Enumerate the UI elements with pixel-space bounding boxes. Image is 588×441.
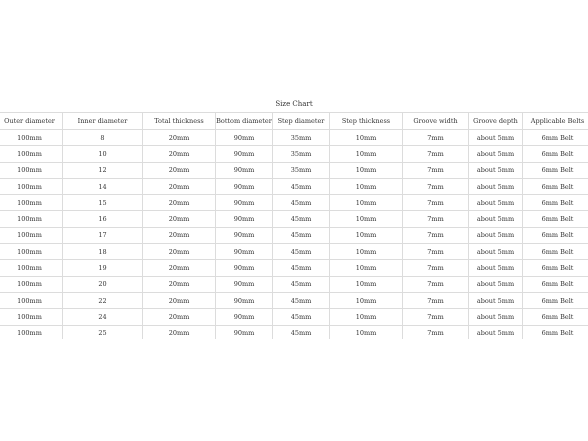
table-cell: 7mm	[403, 292, 469, 308]
table-cell: about 5mm	[469, 195, 523, 211]
table-row	[0, 162, 588, 178]
table-cell: 90mm	[216, 309, 273, 325]
table-cell: 20mm	[143, 325, 216, 339]
table-cell: 10mm	[330, 130, 403, 146]
table-cell: 100mm	[0, 292, 63, 308]
table-cell: 90mm	[216, 162, 273, 178]
table-cell: 100mm	[0, 309, 63, 325]
column-header: Inner diameter	[63, 113, 143, 130]
table-row	[0, 292, 588, 308]
table-cell: 45mm	[273, 325, 330, 339]
table-cell: 20mm	[143, 211, 216, 227]
column-header: Step thickness	[330, 113, 403, 130]
table-cell: 10mm	[330, 178, 403, 194]
table-cell: 90mm	[216, 130, 273, 146]
table-cell: 100mm	[0, 130, 63, 146]
table-row	[0, 244, 588, 260]
table-cell: 10mm	[330, 309, 403, 325]
table-cell: 90mm	[216, 325, 273, 339]
table-body	[0, 130, 588, 340]
table-cell: 100mm	[0, 244, 63, 260]
table-row	[0, 211, 588, 227]
table-cell: 12	[63, 162, 143, 178]
table-cell: about 5mm	[469, 178, 523, 194]
table-cell: 45mm	[273, 178, 330, 194]
table-cell: 20mm	[143, 244, 216, 260]
table-cell: about 5mm	[469, 227, 523, 243]
table-cell: 24	[63, 309, 143, 325]
table-cell: about 5mm	[469, 260, 523, 276]
table-cell: 10mm	[330, 195, 403, 211]
table-cell: 7mm	[403, 146, 469, 162]
column-header: Total thickness	[143, 113, 216, 130]
column-header: Groove width	[403, 113, 469, 130]
table-cell: 20mm	[143, 260, 216, 276]
table-cell: 45mm	[273, 309, 330, 325]
table-cell: 100mm	[0, 162, 63, 178]
table-cell: 45mm	[273, 211, 330, 227]
table-row	[0, 130, 588, 146]
table-cell: 100mm	[0, 178, 63, 194]
table-row	[0, 227, 588, 243]
table-cell: 6mm Belt	[523, 146, 588, 162]
table-cell: 45mm	[273, 276, 330, 292]
table-cell: 8	[63, 130, 143, 146]
table-cell: 6mm Belt	[523, 195, 588, 211]
table-cell: 17	[63, 227, 143, 243]
table-row	[0, 309, 588, 325]
table-cell: about 5mm	[469, 244, 523, 260]
table-cell: 20	[63, 276, 143, 292]
size-chart-table	[0, 112, 588, 339]
table-cell: 7mm	[403, 130, 469, 146]
table-cell: 6mm Belt	[523, 260, 588, 276]
table-header-row	[0, 113, 588, 130]
table-cell: 20mm	[143, 130, 216, 146]
table-cell: 100mm	[0, 260, 63, 276]
table-cell: 90mm	[216, 211, 273, 227]
table-cell: 7mm	[403, 309, 469, 325]
table-cell: 20mm	[143, 309, 216, 325]
table-cell: 14	[63, 178, 143, 194]
table-cell: 90mm	[216, 244, 273, 260]
table-cell: 6mm Belt	[523, 178, 588, 194]
table-cell: 6mm Belt	[523, 162, 588, 178]
table-cell: 7mm	[403, 162, 469, 178]
table-cell: 100mm	[0, 276, 63, 292]
table-cell: 100mm	[0, 211, 63, 227]
table-cell: 35mm	[273, 130, 330, 146]
table-cell: 7mm	[403, 325, 469, 339]
table-cell: 7mm	[403, 178, 469, 194]
table-cell: 90mm	[216, 178, 273, 194]
table-row	[0, 325, 588, 339]
size-chart-title: Size Chart	[275, 100, 313, 108]
table-cell: 10mm	[330, 260, 403, 276]
table-cell: 10mm	[330, 276, 403, 292]
table-cell: 20mm	[143, 276, 216, 292]
table-cell: 10mm	[330, 162, 403, 178]
table-cell: 90mm	[216, 292, 273, 308]
table-cell: 90mm	[216, 260, 273, 276]
table-cell: 16	[63, 211, 143, 227]
table-cell: 25	[63, 325, 143, 339]
table-cell: 35mm	[273, 162, 330, 178]
table-cell: 7mm	[403, 211, 469, 227]
table-cell: about 5mm	[469, 162, 523, 178]
table-cell: 10mm	[330, 146, 403, 162]
table-cell: 22	[63, 292, 143, 308]
table-cell: 6mm Belt	[523, 325, 588, 339]
table-row	[0, 260, 588, 276]
table-cell: about 5mm	[469, 211, 523, 227]
table-cell: 6mm Belt	[523, 130, 588, 146]
table-cell: 10mm	[330, 244, 403, 260]
table-cell: 100mm	[0, 325, 63, 339]
table-row	[0, 146, 588, 162]
table-cell: 10mm	[330, 325, 403, 339]
column-header: Bottom diameter	[216, 113, 273, 130]
table-cell: 18	[63, 244, 143, 260]
column-header: Applicable Belts	[523, 113, 588, 130]
table-cell: 20mm	[143, 292, 216, 308]
table-cell: 19	[63, 260, 143, 276]
table-row	[0, 276, 588, 292]
table-cell: 7mm	[403, 227, 469, 243]
table-cell: 7mm	[403, 276, 469, 292]
table-cell: 90mm	[216, 227, 273, 243]
column-header: Groove depth	[469, 113, 523, 130]
table-cell: 90mm	[216, 195, 273, 211]
table-cell: 100mm	[0, 227, 63, 243]
table-cell: 6mm Belt	[523, 309, 588, 325]
table-cell: 45mm	[273, 227, 330, 243]
table-cell: 100mm	[0, 146, 63, 162]
table-cell: 15	[63, 195, 143, 211]
table-cell: 45mm	[273, 244, 330, 260]
table-cell: 6mm Belt	[523, 292, 588, 308]
table-cell: 6mm Belt	[523, 276, 588, 292]
table-cell: 10mm	[330, 292, 403, 308]
table-cell: 45mm	[273, 195, 330, 211]
column-header: Step diameter	[273, 113, 330, 130]
size-chart-table-container	[0, 112, 588, 339]
table-row	[0, 195, 588, 211]
table-cell: 10mm	[330, 227, 403, 243]
table-cell: 20mm	[143, 227, 216, 243]
column-header: Outer diameter	[0, 113, 63, 130]
table-cell: about 5mm	[469, 325, 523, 339]
table-cell: 45mm	[273, 292, 330, 308]
table-cell: about 5mm	[469, 309, 523, 325]
table-cell: about 5mm	[469, 292, 523, 308]
table-row	[0, 178, 588, 194]
table-cell: about 5mm	[469, 130, 523, 146]
table-cell: about 5mm	[469, 146, 523, 162]
table-cell: 20mm	[143, 178, 216, 194]
table-cell: about 5mm	[469, 276, 523, 292]
table-cell: 7mm	[403, 260, 469, 276]
table-cell: 10mm	[330, 211, 403, 227]
table-cell: 10	[63, 146, 143, 162]
table-cell: 90mm	[216, 146, 273, 162]
table-cell: 20mm	[143, 162, 216, 178]
table-cell: 7mm	[403, 195, 469, 211]
table-cell: 6mm Belt	[523, 211, 588, 227]
table-cell: 90mm	[216, 276, 273, 292]
table-cell: 45mm	[273, 260, 330, 276]
table-cell: 35mm	[273, 146, 330, 162]
table-cell: 20mm	[143, 195, 216, 211]
table-cell: 100mm	[0, 195, 63, 211]
table-cell: 6mm Belt	[523, 227, 588, 243]
table-cell: 6mm Belt	[523, 244, 588, 260]
table-cell: 7mm	[403, 244, 469, 260]
table-cell: 20mm	[143, 146, 216, 162]
